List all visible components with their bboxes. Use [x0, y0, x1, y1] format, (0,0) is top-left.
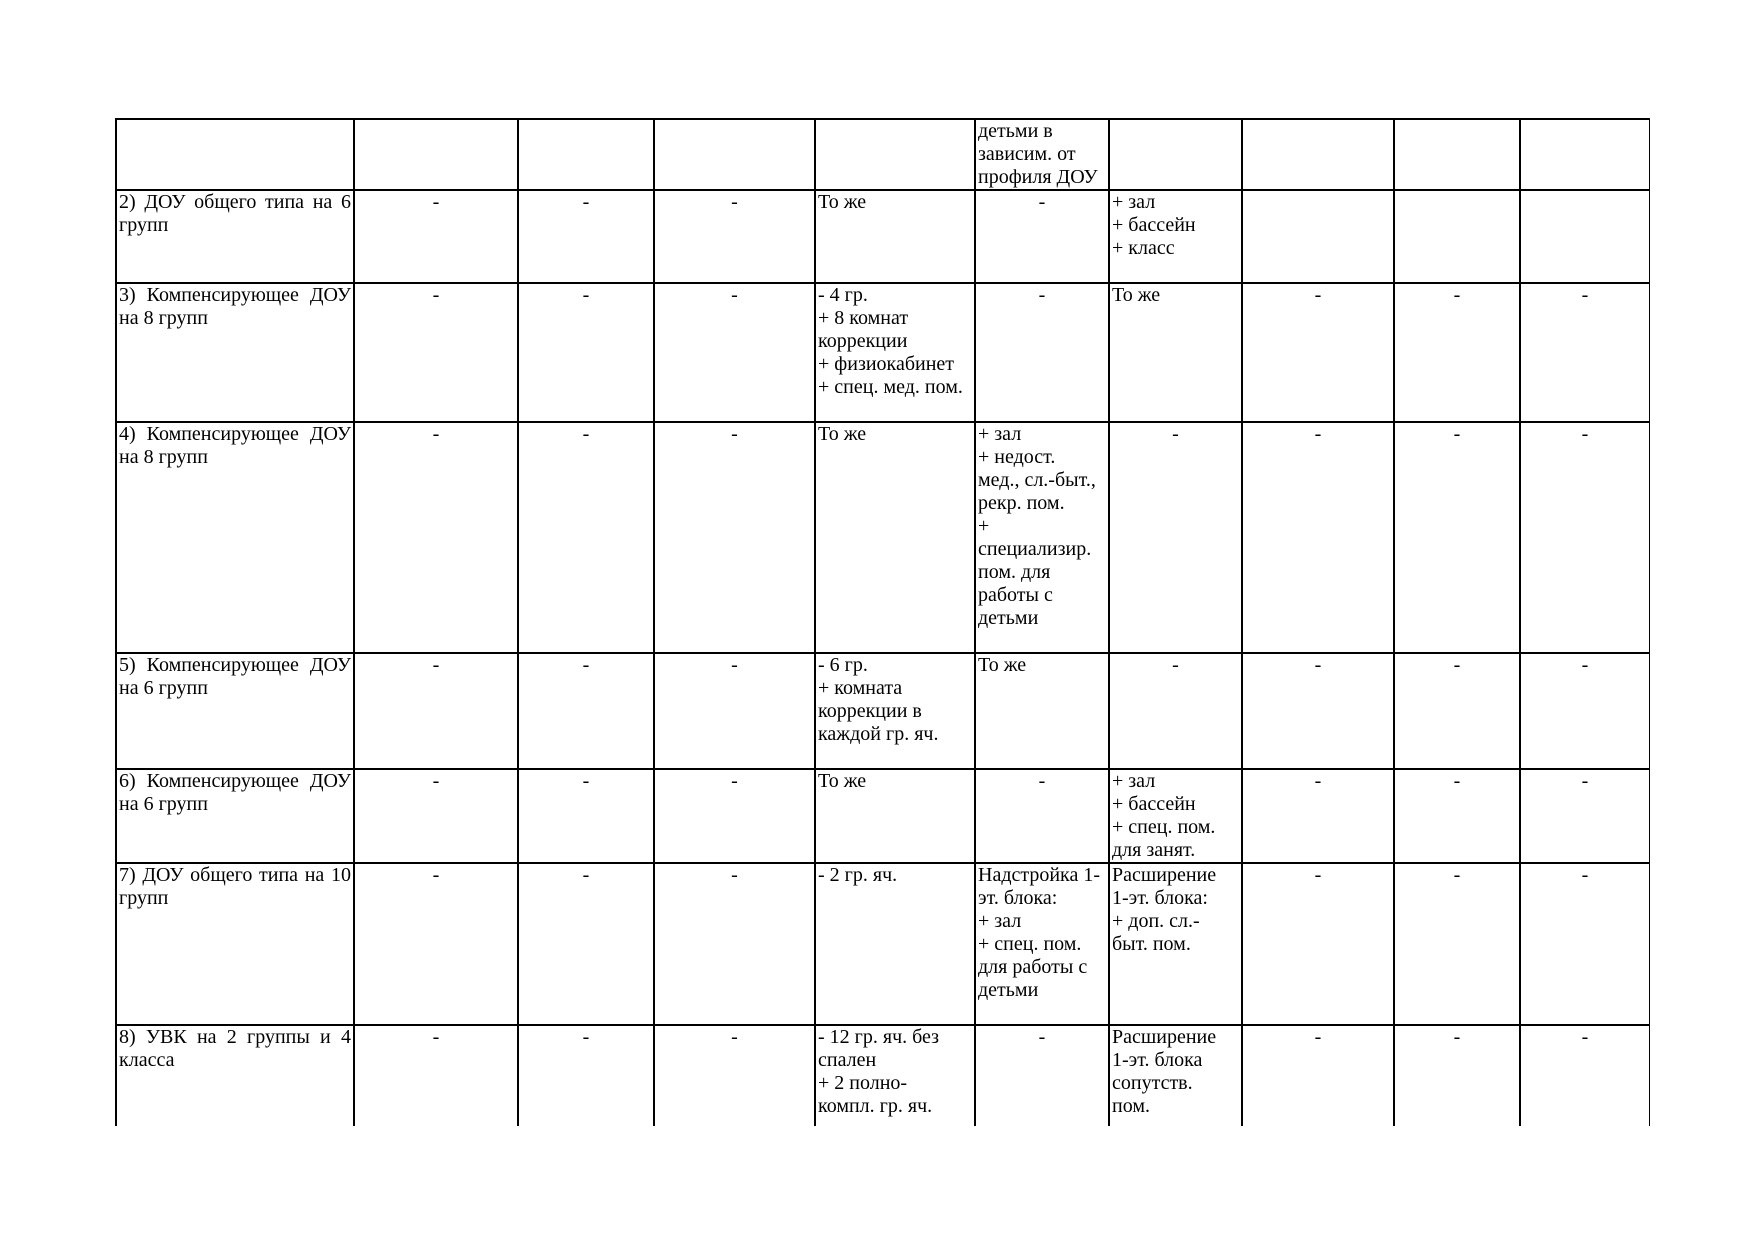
table-cell [1394, 190, 1520, 283]
table-row [116, 190, 1650, 283]
table-cell: - 6 гр. + комната коррекции в каждой гр. яч. [815, 653, 975, 769]
table-cell: То же [975, 653, 1109, 769]
table-row [116, 769, 1650, 863]
table-cell: - 4 гр. + 8 комнат коррекции + физиокабинет + спец. мед. пом. [815, 283, 975, 422]
table-cell: - [354, 190, 518, 283]
table-cell-object: 8) УВК на 2 группы и 4 класса [116, 1025, 354, 1126]
table-cell: - [1242, 653, 1394, 769]
table-cell-object: 3) Компенсирующее ДОУ на 8 групп [116, 283, 354, 422]
table-cell: - [1242, 422, 1394, 653]
table-cell: - [1520, 653, 1650, 769]
table-cell: - [1242, 283, 1394, 422]
table-cell: - [1394, 422, 1520, 653]
table-cell: - [1394, 1025, 1520, 1126]
table-cell [1242, 190, 1394, 283]
table-cell: - [1520, 422, 1650, 653]
table-cell: Расширение 1-эт. блока сопутств. пом. [1109, 1025, 1242, 1126]
table-cell: - [975, 1025, 1109, 1126]
table-cell: - [518, 863, 654, 1025]
table-cell: - [1109, 653, 1242, 769]
table-cell: - [975, 283, 1109, 422]
table-cell: - [654, 422, 815, 653]
table-cell: Расширение 1-эт. блока: + доп. сл.- быт. пом. [1109, 863, 1242, 1025]
table-cell: - [1394, 769, 1520, 863]
table-cell: - [518, 653, 654, 769]
table-cell: - [1242, 863, 1394, 1025]
table-cell: - [1394, 653, 1520, 769]
table-cell: - [1394, 863, 1520, 1025]
table-cell: - [1520, 863, 1650, 1025]
table-cell: Надстройка 1- эт. блока: + зал + спец. пом. для работы с детьми [975, 863, 1109, 1025]
table-row [116, 1025, 1650, 1126]
table-cell: - [1109, 422, 1242, 653]
table-cell-object: 7) ДОУ общего типа на 10 групп [116, 863, 354, 1025]
table-cell: - [654, 769, 815, 863]
table-cell-object: 5) Компенсирующее ДОУ на 6 групп [116, 653, 354, 769]
table-cell: - [654, 653, 815, 769]
table-cell-object: 2) ДОУ общего типа на 6 групп [116, 190, 354, 283]
table-cell: - [354, 1025, 518, 1126]
table-cell: - [654, 863, 815, 1025]
table-cell: + зал + недост. мед., сл.-быт., рекр. пом. + специализир. пом. для работы с детьми [975, 422, 1109, 653]
table-cell [1109, 119, 1242, 190]
table-cell: - [518, 422, 654, 653]
table-cell: - [354, 769, 518, 863]
table-cell [354, 119, 518, 190]
table-cell: + зал + бассейн + класс [1109, 190, 1242, 283]
table-container [115, 118, 1650, 1126]
table-cell [1394, 119, 1520, 190]
table-cell: детьми в зависим. от профиля ДОУ [975, 119, 1109, 190]
table-cell: - [1520, 1025, 1650, 1126]
table-cell: То же [815, 769, 975, 863]
table-cell [1242, 119, 1394, 190]
table-cell: - [518, 769, 654, 863]
table-cell: То же [1109, 283, 1242, 422]
table-row [116, 422, 1650, 653]
table-cell [1520, 119, 1650, 190]
reconstruction-table [115, 118, 1650, 1126]
table-cell: - [1242, 1025, 1394, 1126]
table-cell: - [518, 1025, 654, 1126]
table-cell [518, 119, 654, 190]
table-cell: - [518, 190, 654, 283]
table-row [116, 653, 1650, 769]
table-cell-object: 4) Компенсирующее ДОУ на 8 групп [116, 422, 354, 653]
table-cell [815, 119, 975, 190]
table-cell: - [975, 190, 1109, 283]
table-cell: - [654, 190, 815, 283]
table-row [116, 119, 1650, 190]
table-cell: - [518, 283, 654, 422]
table-cell: - [354, 863, 518, 1025]
table-cell: - [1242, 769, 1394, 863]
table-cell: - [1520, 283, 1650, 422]
table-cell: - 12 гр. яч. без спален + 2 полно- компл. гр. яч. [815, 1025, 975, 1126]
table-cell [654, 119, 815, 190]
table-cell: То же [815, 190, 975, 283]
table-cell-object [116, 119, 354, 190]
table-cell [1520, 190, 1650, 283]
table-cell: - [354, 283, 518, 422]
table-cell: - [354, 422, 518, 653]
table-row [116, 283, 1650, 422]
table-cell: - [354, 653, 518, 769]
table-row [116, 863, 1650, 1025]
table-cell-object: 6) Компенсирующее ДОУ на 6 групп [116, 769, 354, 863]
table-cell: - [654, 1025, 815, 1126]
table-cell: - [654, 283, 815, 422]
table-cell: - [1394, 283, 1520, 422]
table-cell: - [975, 769, 1109, 863]
table-cell: - 2 гр. яч. [815, 863, 975, 1025]
table-cell: То же [815, 422, 975, 653]
table-cell: + зал + бассейн + спец. пом. для занят. [1109, 769, 1242, 863]
table-cell: - [1520, 769, 1650, 863]
